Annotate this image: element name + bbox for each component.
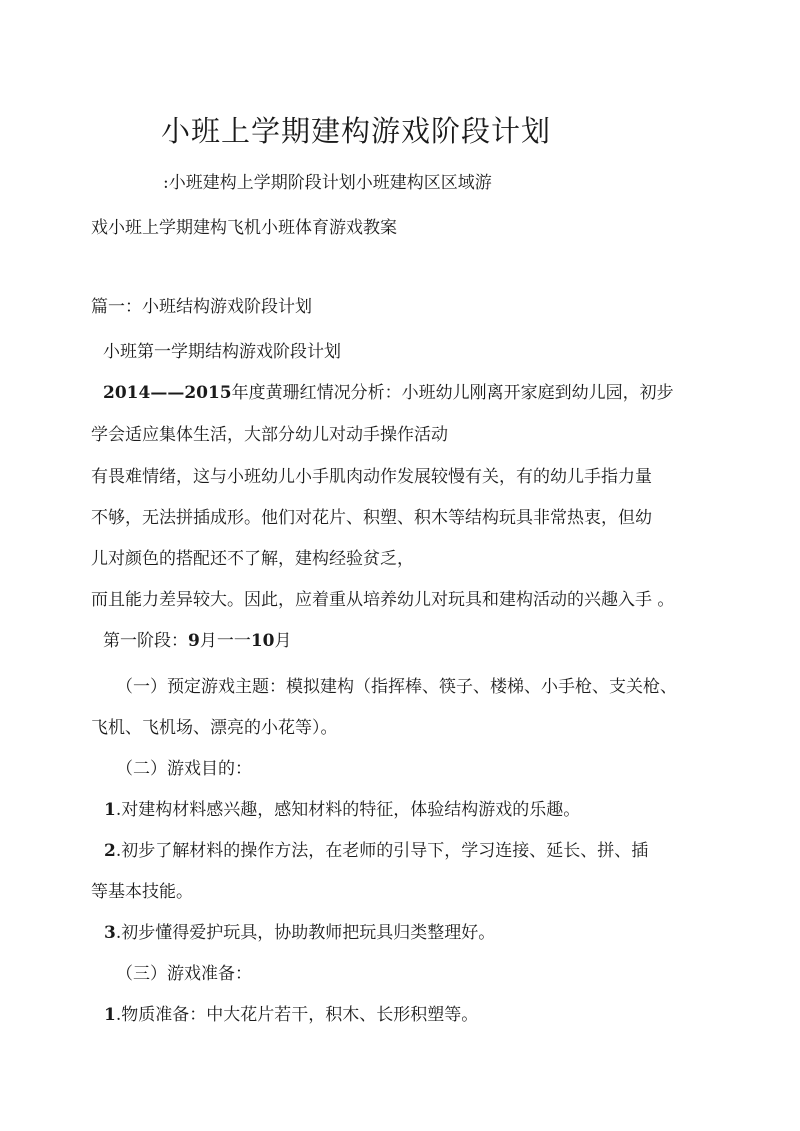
plan-title: 小班第一学期结构游戏阶段计划 [103,342,341,362]
stage-label: 第一阶段： [103,631,188,651]
analysis-line-3: 有畏难情绪，这与小班幼儿小手肌肉动作发展较慢有关，有的幼儿手指力量 [91,467,652,487]
year-range: 2014——2015 [103,383,232,403]
section-heading: 篇一：小班结构游戏阶段计划 [91,297,312,317]
prep-item-1 [104,1004,478,1026]
analysis-line-1 [103,382,674,404]
theme-line-1: （一）预定游戏主题：模拟建构（指挥棒、筷子、楼梯、小手枪、支关枪、 [116,677,677,697]
goal-item-2-cont: 等基本技能。 [91,882,193,902]
stage-month-suffix: 月 [274,631,292,651]
goal-text: .初步懂得爱护玩具，协助教师把玩具归类整理好。 [115,923,496,943]
stage-month-mid: 月一一 [199,631,251,651]
subtitle-line-2: 戏小班上学期建构飞机小班体育游戏教案 [91,218,397,238]
analysis-line-6: 而且能力差异较大。因此，应着重从培养幼儿对玩具和建构活动的兴趣入手 。 [91,590,675,610]
theme-line-2: 飞机、飞机场、漂亮的小花等）。 [91,718,338,738]
prep-heading: （三）游戏准备： [116,964,252,984]
analysis-line-4: 不够，无法拼插成形。他们对花片、积塑、积木等结构玩具非常热衷，但幼 [91,508,652,528]
stage-heading [103,630,292,652]
page-title: 小班上学期建构游戏阶段计划 [161,114,552,148]
analysis-line-1-text: 年度黄珊红情况分析：小班幼儿刚离开家庭到幼儿园，初步 [231,383,674,403]
goal-number: 1 [104,800,116,820]
prep-text: .物质准备：中大花片若干，积木、长形积塑等。 [115,1005,479,1025]
stage-month-end: 10 [250,631,275,651]
goals-heading: （二）游戏目的： [116,759,252,779]
goal-text: .初步了解材料的操作方法，在老师的引导下，学习连接、延长、拼、插 [115,841,649,861]
goal-item-2 [104,840,648,862]
goal-item-3 [104,922,495,944]
analysis-line-2: 学会适应集体生活，大部分幼儿对动手操作活动 [91,425,448,445]
stage-month-start: 9 [188,631,200,651]
goal-item-1 [104,799,580,821]
goal-text: .对建构材料感兴趣，感知材料的特征，体验结构游戏的乐趣。 [115,800,581,820]
analysis-line-5: 儿对颜色的搭配还不了解，建构经验贫乏， [91,549,414,569]
goal-number: 3 [104,923,116,943]
goal-number: 2 [104,841,116,861]
subtitle-line-1: :小班建构上学期阶段计划小班建构区区域游 [163,173,492,193]
prep-number: 1 [104,1005,116,1025]
